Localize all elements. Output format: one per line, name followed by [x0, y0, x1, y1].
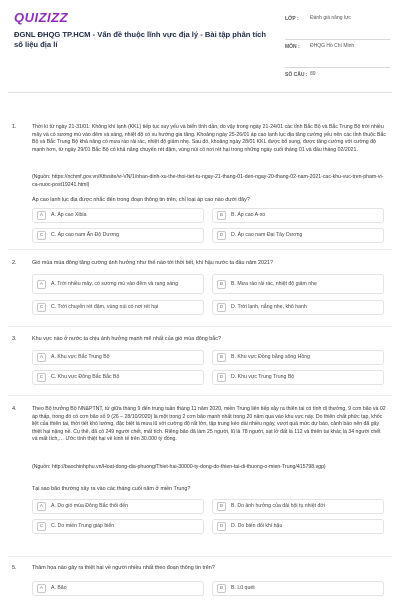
option-d[interactable]: [212, 228, 384, 243]
option-letter: B: [217, 584, 226, 593]
option-b[interactable]: [212, 350, 384, 365]
option-letter: D: [217, 231, 226, 240]
option-a[interactable]: [32, 208, 204, 223]
option-letter: D: [217, 522, 226, 531]
option-b[interactable]: [212, 274, 384, 294]
option-b[interactable]: [212, 499, 384, 514]
question-prompt: Thảm họa nào gây ra thiệt hại về người nhiều nhất theo đoạn thông tin trên?: [32, 565, 215, 571]
option-b[interactable]: [212, 581, 384, 596]
question-divider: [8, 556, 392, 557]
option-text: A. Khu vực Bắc Trung Bộ: [51, 354, 110, 360]
option-d[interactable]: [212, 370, 384, 385]
option-letter: A: [37, 584, 46, 593]
option-text: A. Trời nhiều mây, có sương mù vào đêm và rạng sáng: [51, 280, 178, 287]
option-a[interactable]: [32, 274, 204, 294]
meta-count-value: 89: [310, 71, 316, 77]
question-number: 1.: [12, 124, 17, 130]
meta-count-label: SỐ CÂU :: [285, 72, 308, 78]
option-a[interactable]: [32, 581, 204, 596]
question-number: 4.: [12, 406, 17, 412]
question-prompt: Tại sao bão thường xảy ra vào các tháng cuối năm ở miền Trung?: [32, 486, 191, 492]
worksheet-title: ĐGNL ĐHQG TP.HCM - Vấn đề thuộc lĩnh vực địa lý - Bài tập phân tích số liệu địa lí: [14, 30, 267, 49]
option-d[interactable]: [212, 300, 384, 315]
option-text: C. Khu vực Đông Bắc Bắc Bộ: [51, 374, 120, 380]
option-text: A. Do gió mùa Đông Bắc thổi đến: [51, 503, 128, 509]
meta-class-value: Đánh giá năng lực: [310, 15, 351, 21]
option-text: B. Mưa rào rải rác, nhiệt độ giảm nhẹ: [231, 280, 317, 287]
option-letter: C: [37, 373, 46, 382]
question-number: 5.: [12, 565, 17, 571]
meta-class-row: [285, 12, 390, 40]
question-number: 3.: [12, 336, 17, 342]
worksheet-header: [0, 0, 400, 86]
option-letter: C: [37, 522, 46, 531]
option-letter: D: [217, 303, 226, 312]
option-letter: B: [217, 211, 226, 220]
option-letter: B: [217, 502, 226, 511]
worksheet-meta: [285, 12, 390, 82]
meta-subject-row: [285, 40, 390, 68]
option-c[interactable]: [32, 370, 204, 385]
question-divider: [8, 395, 392, 396]
option-text: D. Áp cao nam Đại Tây Dương: [231, 232, 303, 238]
option-c[interactable]: [32, 519, 204, 534]
question-divider: [8, 249, 392, 250]
option-b[interactable]: [212, 208, 384, 223]
option-letter: A: [37, 211, 46, 220]
option-letter: A: [37, 353, 46, 362]
option-text: C. Trời chuyển rét đậm, vùng núi có nơi rét hại: [51, 304, 159, 310]
header-divider: [8, 92, 392, 93]
option-text: C. Áp cao nam Ấn Độ Dương: [51, 232, 120, 238]
option-text: D. Do biến đổi khí hậu: [231, 523, 283, 529]
option-letter: D: [217, 373, 226, 382]
option-c[interactable]: [32, 228, 204, 243]
option-letter: A: [37, 280, 46, 289]
option-letter: A: [37, 502, 46, 511]
meta-class-label: LỚP :: [285, 16, 299, 22]
option-text: A. Bão: [51, 585, 67, 591]
option-letter: C: [37, 231, 46, 240]
meta-count-row: [285, 68, 390, 82]
question-source: (Nguồn: https://nchmf.gov.vn/Kttvsite/vi-VN/1/nhan-dinh-xu-the-thoi-tiet-tu-ngay-21-thang-01-den-ngay-20-thang-02-nam-2021-cac-khu-vuc-tren-pham-vi-ca-nuoc-post19241.html): [32, 174, 384, 188]
question-prompt: Áp cao lạnh lục địa được nhắc đến trong đoạn thông tin trên, chỉ loại áp cao nào dưới đây?: [32, 197, 250, 203]
option-a[interactable]: [32, 350, 204, 365]
option-letter: C: [37, 303, 46, 312]
option-text: B. Lũ quét: [231, 585, 255, 591]
option-text: D. Khu vực Trung Trung Bộ: [231, 374, 295, 380]
option-text: C. Do miền Trung giáp biển: [51, 523, 115, 529]
option-text: A. Áp cao Xibia: [51, 212, 87, 218]
option-letter: B: [217, 353, 226, 362]
quizizz-logo: QUIZIZZ: [14, 10, 69, 25]
question-divider: [8, 326, 392, 327]
question-passage: Thời kì từ ngày 21-31/01: Không khí lạnh (KKL) tiếp tục suy yếu và biến tính dần, do vậy trong ngày 21-24/01 các tỉnh Bắc Bộ và Bắc Trung Bộ trời nhiều mây và có sương mù vào đêm và sáng, nhiệt độ có xu hướng gia tăng. Khoảng ngày 25-26/01 áp cao lạnh lục địa tăng cường yếu nên các tỉnh thuộc Bắc Bộ và Bắc Trung Bộ khả năng có mưa rào rải rác, nhiệt độ giảm nhẹ. Sau đó, khoảng ngày 28/01 KKL được bổ sung, được tăng cường với cường độ mạnh hơn, từ ngày 29/01 Bắc Bộ có khả năng chuyển rét đậm, vùng núi có nơi rét hại trong những ngày cuối tháng 01 và đầu tháng 02/2021.: [32, 124, 386, 153]
option-d[interactable]: [212, 519, 384, 534]
question-source: (Nguồn: http://baochinhphu.vn/Hoat-dong-dia-phuong/Thiet-hai-30000-ty-dong-do-thien-tai-di-thuong-o-mien-Trung/415798.vgp): [32, 464, 326, 470]
question-prompt: Gió mùa mùa đông tăng cường ảnh hưởng như thế nào tới thời tiết, khí hậu nước ta đầu năm 2021?: [32, 260, 273, 266]
option-text: B. Khu vực Đồng bằng sông Hồng: [231, 354, 311, 360]
question-number: 2.: [12, 260, 17, 266]
option-a[interactable]: [32, 499, 204, 514]
option-letter: B: [217, 280, 226, 289]
option-text: B. Áp cao A-xo: [231, 212, 266, 218]
option-c[interactable]: [32, 300, 204, 315]
question-passage: Theo Bộ trưởng Bộ NN&PTNT, từ giữa tháng 9 đến trung tuần tháng 11 năm 2020, miền Trung liên tiếp xảy ra thiên tai có tính dị thường, 9 cơn bão và 02 áp thấp, trong đó có cơn bão số 9 (26 – 28/10/2020) là một trong 2 cơn bão mạnh nhất trong 20 năm qua vào khu vực này. Do thiên chất phức tạp, khốc liệt của thiên tai, thời tiết khó lường, đặc biệt là mưa lũ với cường độ rất lớn, tập trung kéo dài nhiều ngày, vượt quá mức dự báo, cảnh báo nên đã gây thiệt hại nặng nề. Cụ thể, đã có 249 người chết, mất tích. Riêng bão đã làm 25 người, lũ là 78 người, sạt lở đất là 112 và thiên tai khác là 34 người chết và mất tích,… Ước tính thiệt hại về kinh tế trên 30.000 tỷ đồng.: [32, 406, 386, 443]
meta-subject-label: MÔN :: [285, 44, 300, 50]
meta-subject-value: ĐHQG Hồ Chí Minh: [310, 43, 355, 49]
option-text: D. Trời lạnh, nắng nhẹ, khô hanh: [231, 304, 307, 310]
question-prompt: Khu vực nào ở nước ta chịu ảnh hưởng mạnh mẽ nhất của gió mùa đông bắc?: [32, 336, 221, 342]
option-text: B. Do ảnh hưởng của dải hội tụ nhiệt đới: [231, 503, 325, 509]
